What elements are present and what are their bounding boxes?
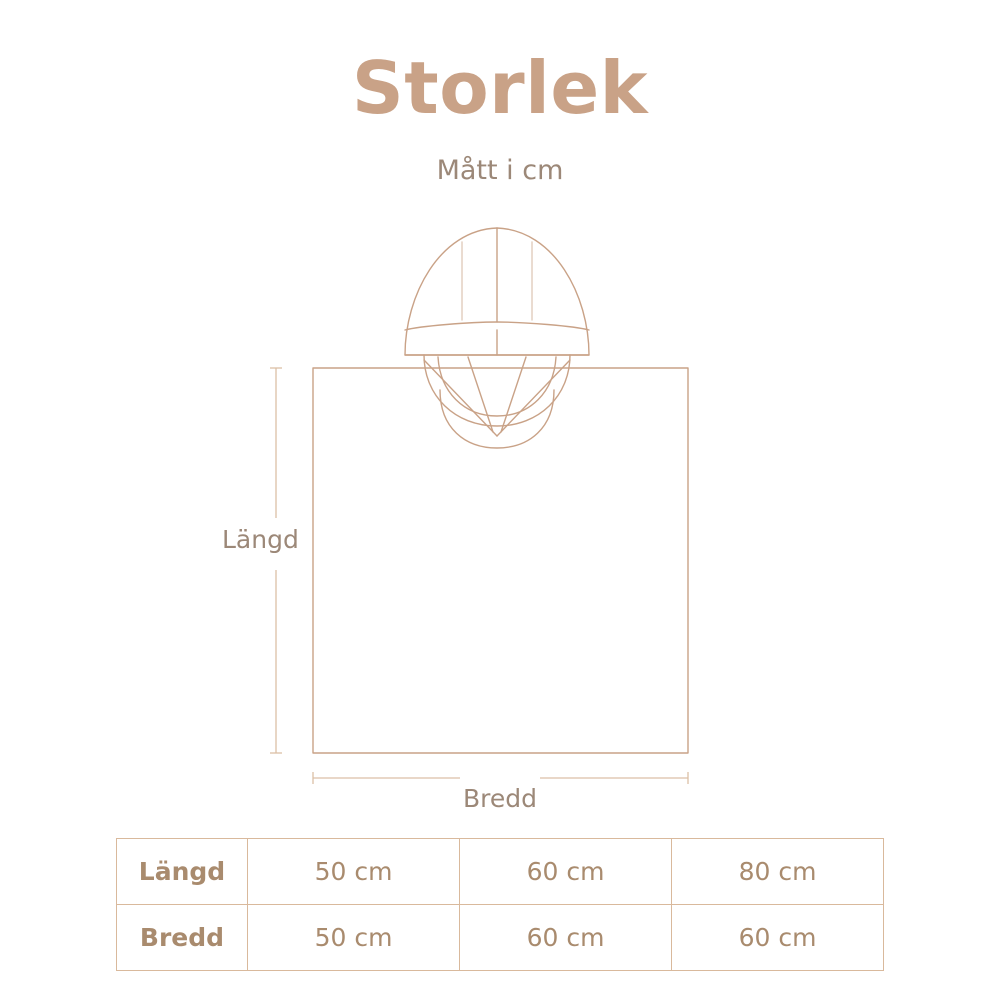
cell-langd-3: 80 cm xyxy=(672,839,884,905)
length-dimension-line xyxy=(270,368,282,753)
poncho-outline-svg xyxy=(0,200,1000,820)
product-diagram xyxy=(0,200,1000,820)
cell-bredd-1: 50 cm xyxy=(248,905,460,971)
size-table xyxy=(116,838,884,971)
cell-langd-1: 50 cm xyxy=(248,839,460,905)
cell-bredd-3: 60 cm xyxy=(672,905,884,971)
row-header-bredd: Bredd xyxy=(117,905,248,971)
size-table-wrapper xyxy=(116,838,884,971)
width-label: Bredd xyxy=(463,784,537,813)
table-row xyxy=(117,905,884,971)
page-title: Storlek xyxy=(351,46,649,130)
cell-bredd-2: 60 cm xyxy=(460,905,672,971)
row-header-langd: Längd xyxy=(117,839,248,905)
cell-langd-2: 60 cm xyxy=(460,839,672,905)
page-subtitle: Mått i cm xyxy=(436,155,564,186)
length-label: Längd xyxy=(222,525,299,554)
table-row xyxy=(117,839,884,905)
width-dimension-line xyxy=(313,772,688,784)
